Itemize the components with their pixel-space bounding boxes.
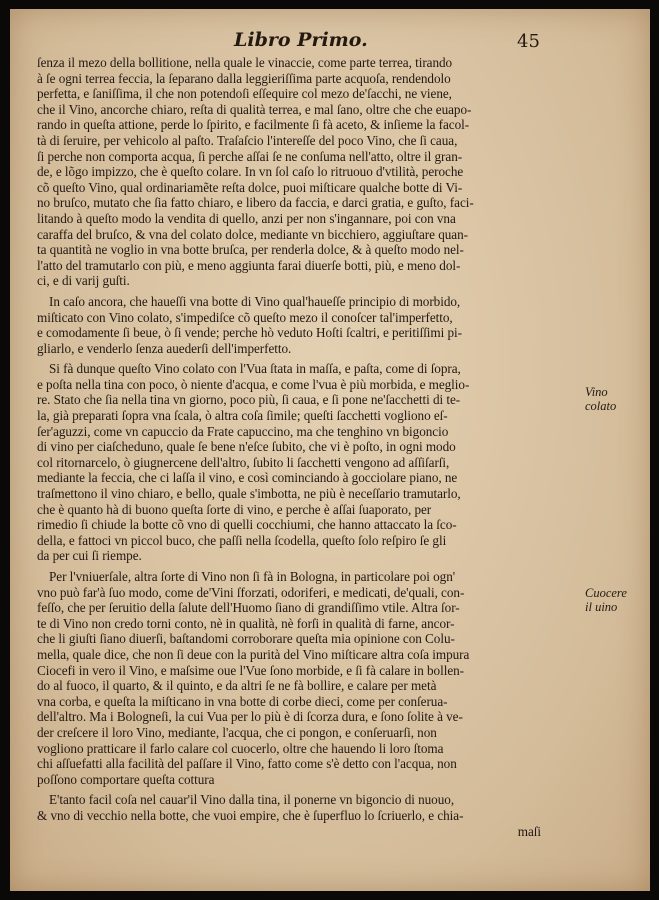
text-line: te di Vino non credo torni conto, nè in qualità, nè forſi in qualità di farne, ancor-	[37, 615, 455, 631]
margin-note-line: Cuocere	[585, 586, 627, 600]
text-line: do al fuoco, il quarto, & il quinto, e da altri ſe ne fà bollire, e calare per metà	[37, 678, 437, 694]
text-line: la, già preparati ſopra vna ſcala, ò altra coſa ſimile; queſti ſacchetti vogliono eſ-	[37, 408, 448, 424]
text-line: traſmettono il vino chiaro, e bello, quale s'imbotta, ne più è neceſſario tramutarlo,	[37, 486, 461, 502]
text-line: mediante la feccia, che ci laſſa il vino, e così cominciando à gocciolare piano, ne	[37, 470, 458, 486]
text-line: che li giuſti ſiano diuerſi, baſtandomi corroborare queſta mia opinione con Colu-	[37, 631, 455, 647]
text-line: poſſono comportare queſta cottura	[37, 771, 215, 787]
margin-note-cuocere	[585, 586, 627, 614]
text-line: rimedio ſi chiude la botte cõ vno di quelli cocchiumi, che hanno attaccato la ſco-	[37, 517, 457, 533]
paragraph-first-line: E'tanto facil coſa nel cauar'il Vino dalla tina, il ponerne vn bigoncio di nuouo,	[49, 792, 455, 808]
book-page	[10, 9, 650, 891]
text-line: e comodamente ſi beue, ò ſi vende; perche hò veduto Hoſti ſcaltri, e peritiſſimi pi-	[37, 325, 462, 341]
text-line: Ciocefi in vero il Vino, e maſsime oue l'Vue ſono morbide, e ſi fà calare in bollen-	[37, 662, 465, 678]
text-line: chi aſſuefatti alla facilità del paſſare il Vino, fatto come s'è detto con l'acqua, non	[37, 756, 457, 772]
body-text	[37, 55, 571, 839]
text-line: gliarlo, e venderlo ſenza auederſi dell'imperfetto.	[37, 340, 292, 356]
text-line: che è quanto hà di buono queſta ſorte di vino, e perche è aſſai ſuaporato, per	[37, 501, 432, 517]
text-line: e poſta nella tina con poco, ò niente d'acqua, e come l'vua è più morbida, e meglio-	[37, 376, 470, 392]
text-line: vna corba, e queſta la miſticano in vna botte di corbe dieci, come per conſerua-	[37, 693, 448, 709]
text-line: ci, e di varij guſti.	[37, 273, 130, 289]
text-line: tà di ſeruire, per vehicolo al paſto. Traſaſcio l'intereſſe del poco Vino, che ſi caua,	[37, 132, 458, 148]
margin-note-line: Vino	[585, 385, 608, 399]
paragraph-first-line: In caſo ancora, che haueſſi vna botte di Vino qual'haueſſe principio di morbido,	[49, 293, 461, 309]
text-line: dell'altro. Ma i Bologneſi, la cui Vua per lo più è di ſcorza dura, e ſono ſolite à ve-	[37, 709, 463, 725]
text-line: vno può far'à ſuo modo, come de'Vini ſforzati, odoriferi, e medicati, de'quali, con-	[37, 584, 465, 600]
text-line: vogliono pratticare il farlo calare col cuocerlo, oltre che hauendo li loro ſtoma	[37, 740, 444, 756]
text-line: de, e lõgo impizzo, che è queſto colare. In vn ſol caſo lo ritruouo d'vtilità, peroche	[37, 164, 464, 180]
text-line: caraffa del bruſco, & vna del colato dolce, mediante vn bicchiero, aggiuſtare quan-	[37, 226, 468, 242]
text-line: ſer'aguzzi, come vn capuccio da Frate capuccino, ma che tenghino vn bigoncio	[37, 423, 449, 439]
margin-note-vino-colato	[585, 385, 616, 413]
text-line: perfetta, e ſaniſſima, il che non potendoſi eſſequire col mezo de'ſacchi, ne viene,	[37, 86, 452, 102]
running-title: Libro Primo.	[234, 29, 368, 51]
text-line: di vino per ciaſcheduno, quale ſe bene n'eſce ſubito, che vi è poſto, in ogni modo	[37, 439, 456, 455]
text-line: mella, quale dice, che non ſi deue con la purità del Vino miſticare altra coſa impura	[37, 646, 470, 662]
text-line: der creſcere il loro Vino, mediante, l'acqua, che ci pongon, e conſeruarſi, non	[37, 724, 437, 740]
text-line: rando in queſta attione, perde lo ſpirito, e facilmente ſi fà aceto, & inſieme la facol-	[37, 117, 470, 133]
catchword: maſi	[517, 823, 541, 839]
text-line: da per cui ſi riempe.	[37, 548, 142, 564]
text-line: ta quantità ne voglio in vna botte bruſca, per renderla dolce, & à queſto modo nel-	[37, 242, 464, 258]
paragraph-first-line: Per l'vniuerſale, altra ſorte di Vino non ſi fà in Bologna, in particolare poi ogn'	[49, 569, 456, 584]
text-line: ſenza il mezo della bollitione, nella quale le vinaccie, come parte terrea, tirando	[37, 55, 453, 70]
text-line: l'atto del tramutarlo con più, e meno aggiunta farai diuerſe botti, più, e meno dol-	[37, 257, 461, 273]
text-line: re. Stato che ſia nella tina vn giorno, poco più, ſi caua, e ſi pone ne'ſacchetti di te-	[37, 392, 461, 408]
text-line: miſticato con Vino colato, s'impediſce cõ queſto mezo il conoſcer tal'imperfetto,	[37, 309, 453, 325]
margin-note-line: il uino	[585, 600, 618, 614]
text-line: & vno di vecchio nella botte, che vuoi empire, che è ſuperfluo lo ſcriuerlo, e chia-	[37, 807, 464, 823]
text-line: cõ queſto Vino, qual ordinariamẽte reſta dolce, puoi miſticare qualche botte di Vi-	[37, 179, 463, 195]
text-line: litando à queſto modo la vendita di quello, anzi per non s'ingannare, poi con vna	[37, 210, 456, 226]
text-line: col ritornarcelo, ò giugnercene dell'altro, ſubito li ſacchetti vengono ad aſſiſarſi,	[37, 454, 450, 470]
text-line: no bruſco, mutato che ſia fatto chiaro, e libero da faccia, e darci gratia, e guſto, faci-	[37, 195, 474, 211]
page-number: 45	[517, 31, 540, 52]
paragraph-first-line: Si fà dunque queſto Vino colato con l'Vua ſtata in maſſa, e paſta, come di ſopra,	[49, 361, 461, 377]
text-line: che il Vino, ancorche chiaro, reſta di qualità terrea, e mal ſano, oltre che che euapo-	[37, 101, 472, 117]
text-line: ſi perche non comporta acqua, ſi perche aſſai ſe ne conſuma nell'atto, oltre il gran-	[37, 148, 463, 164]
text-line: feſſo, che per ſeruitio della ſalute dell'Huomo ſiano di grandiſſimo vtile. Altra ſor-	[37, 600, 460, 616]
text-line: della, e fattoci vn piccol buco, che paſſi nella ſcodella, queſto ſolo reſpiro ſe gli	[37, 532, 447, 548]
margin-note-line: colato	[585, 399, 617, 413]
text-line: à ſe ogni terrea feccia, la ſeparano dalla leggieriſſima parte acquoſa, rendendolo	[37, 70, 451, 86]
